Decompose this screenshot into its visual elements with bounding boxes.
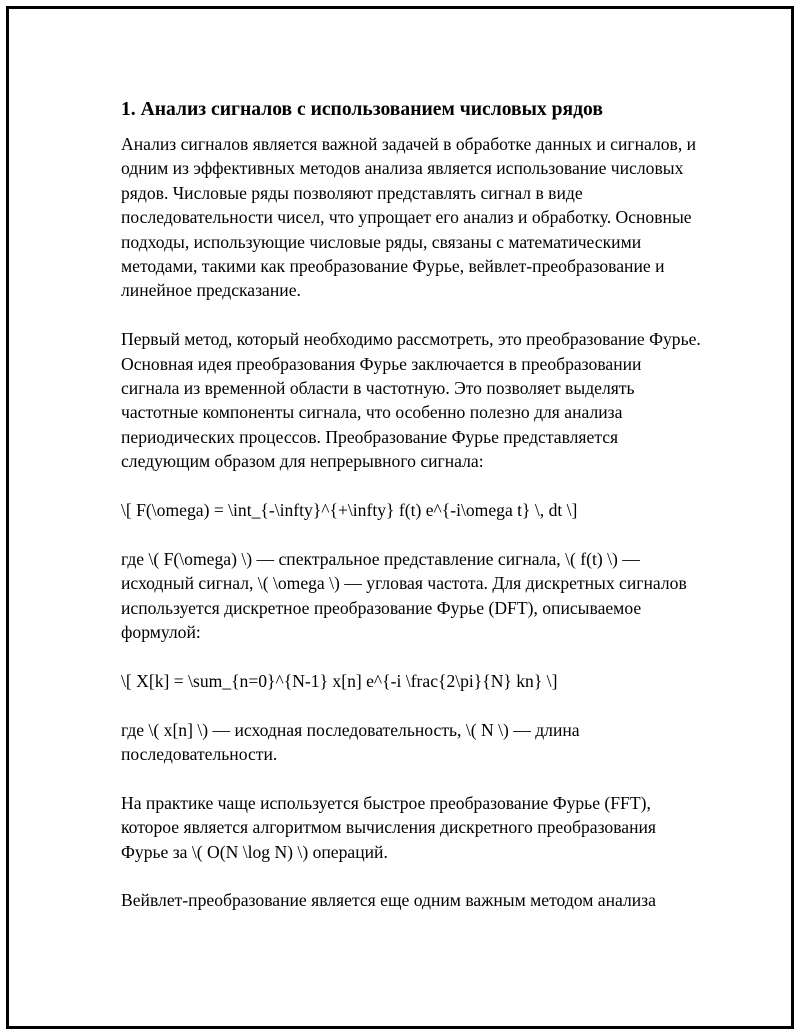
paragraph-wavelet: Вейвлет-преобразование является еще одним важным методом анализа	[121, 890, 656, 911]
paragraph-fft: На практике чаще используется быстрое преобразование Фурье (FFT), которое является алгоритмом вычисления дискретного преобразования Фурье за \( O(N \log N) \) операций.	[121, 792, 657, 862]
paragraph-intro: Анализ сигналов является важной задачей в обработке данных и сигналов, и одним из эффективных методов анализа является использование числовых рядов. Числовые ряды позволяют представлять сигнал в виде последовательности чисел, что упрощает его анализ и обработку. Основные подходы, использующие числовые ряды, связаны с математическими методами, такими как преобразование Фурье, вейвлет-преобразование и линейное предсказание.	[121, 134, 697, 301]
paragraph-fourier: Первый метод, который необходимо рассмотреть, это преобразование Фурье. Основная идея преобразования Фурье заключается в преобразовании сигнала из временной области в частотную. Это позволяет выделять частотные компоненты сигнала, что особенно полезно для анализа периодических процессов. Преобразование Фурье представляется следующим образом для непрерывного сигнала:	[121, 329, 701, 472]
formula-fourier-transform: \[ F(\omega) = \int_{-\infty}^{+\infty} f(t) e^{-i\omega t} \, dt \]	[121, 500, 578, 521]
page-frame	[6, 6, 794, 1029]
paragraph-dft-explanation: где \( x[n] \) — исходная последовательность, \( N \) — длина последовательности.	[121, 719, 580, 765]
formula-dft: \[ X[k] = \sum_{n=0}^{N-1} x[n] e^{-i \frac{2\pi}{N} kn} \]	[121, 670, 558, 691]
paragraph-fourier-explanation: где \( F(\omega) \) — спектральное представление сигнала, \( f(t) \) — исходный сигнал, \( \omega \) — угловая частота. Для дискретных сигналов используется дискретное преобразование Фурье (DFT), описываемое формулой:	[121, 548, 687, 643]
document-body	[121, 97, 701, 937]
section-heading: 1. Анализ сигналов с использованием числовых рядов	[121, 99, 603, 120]
